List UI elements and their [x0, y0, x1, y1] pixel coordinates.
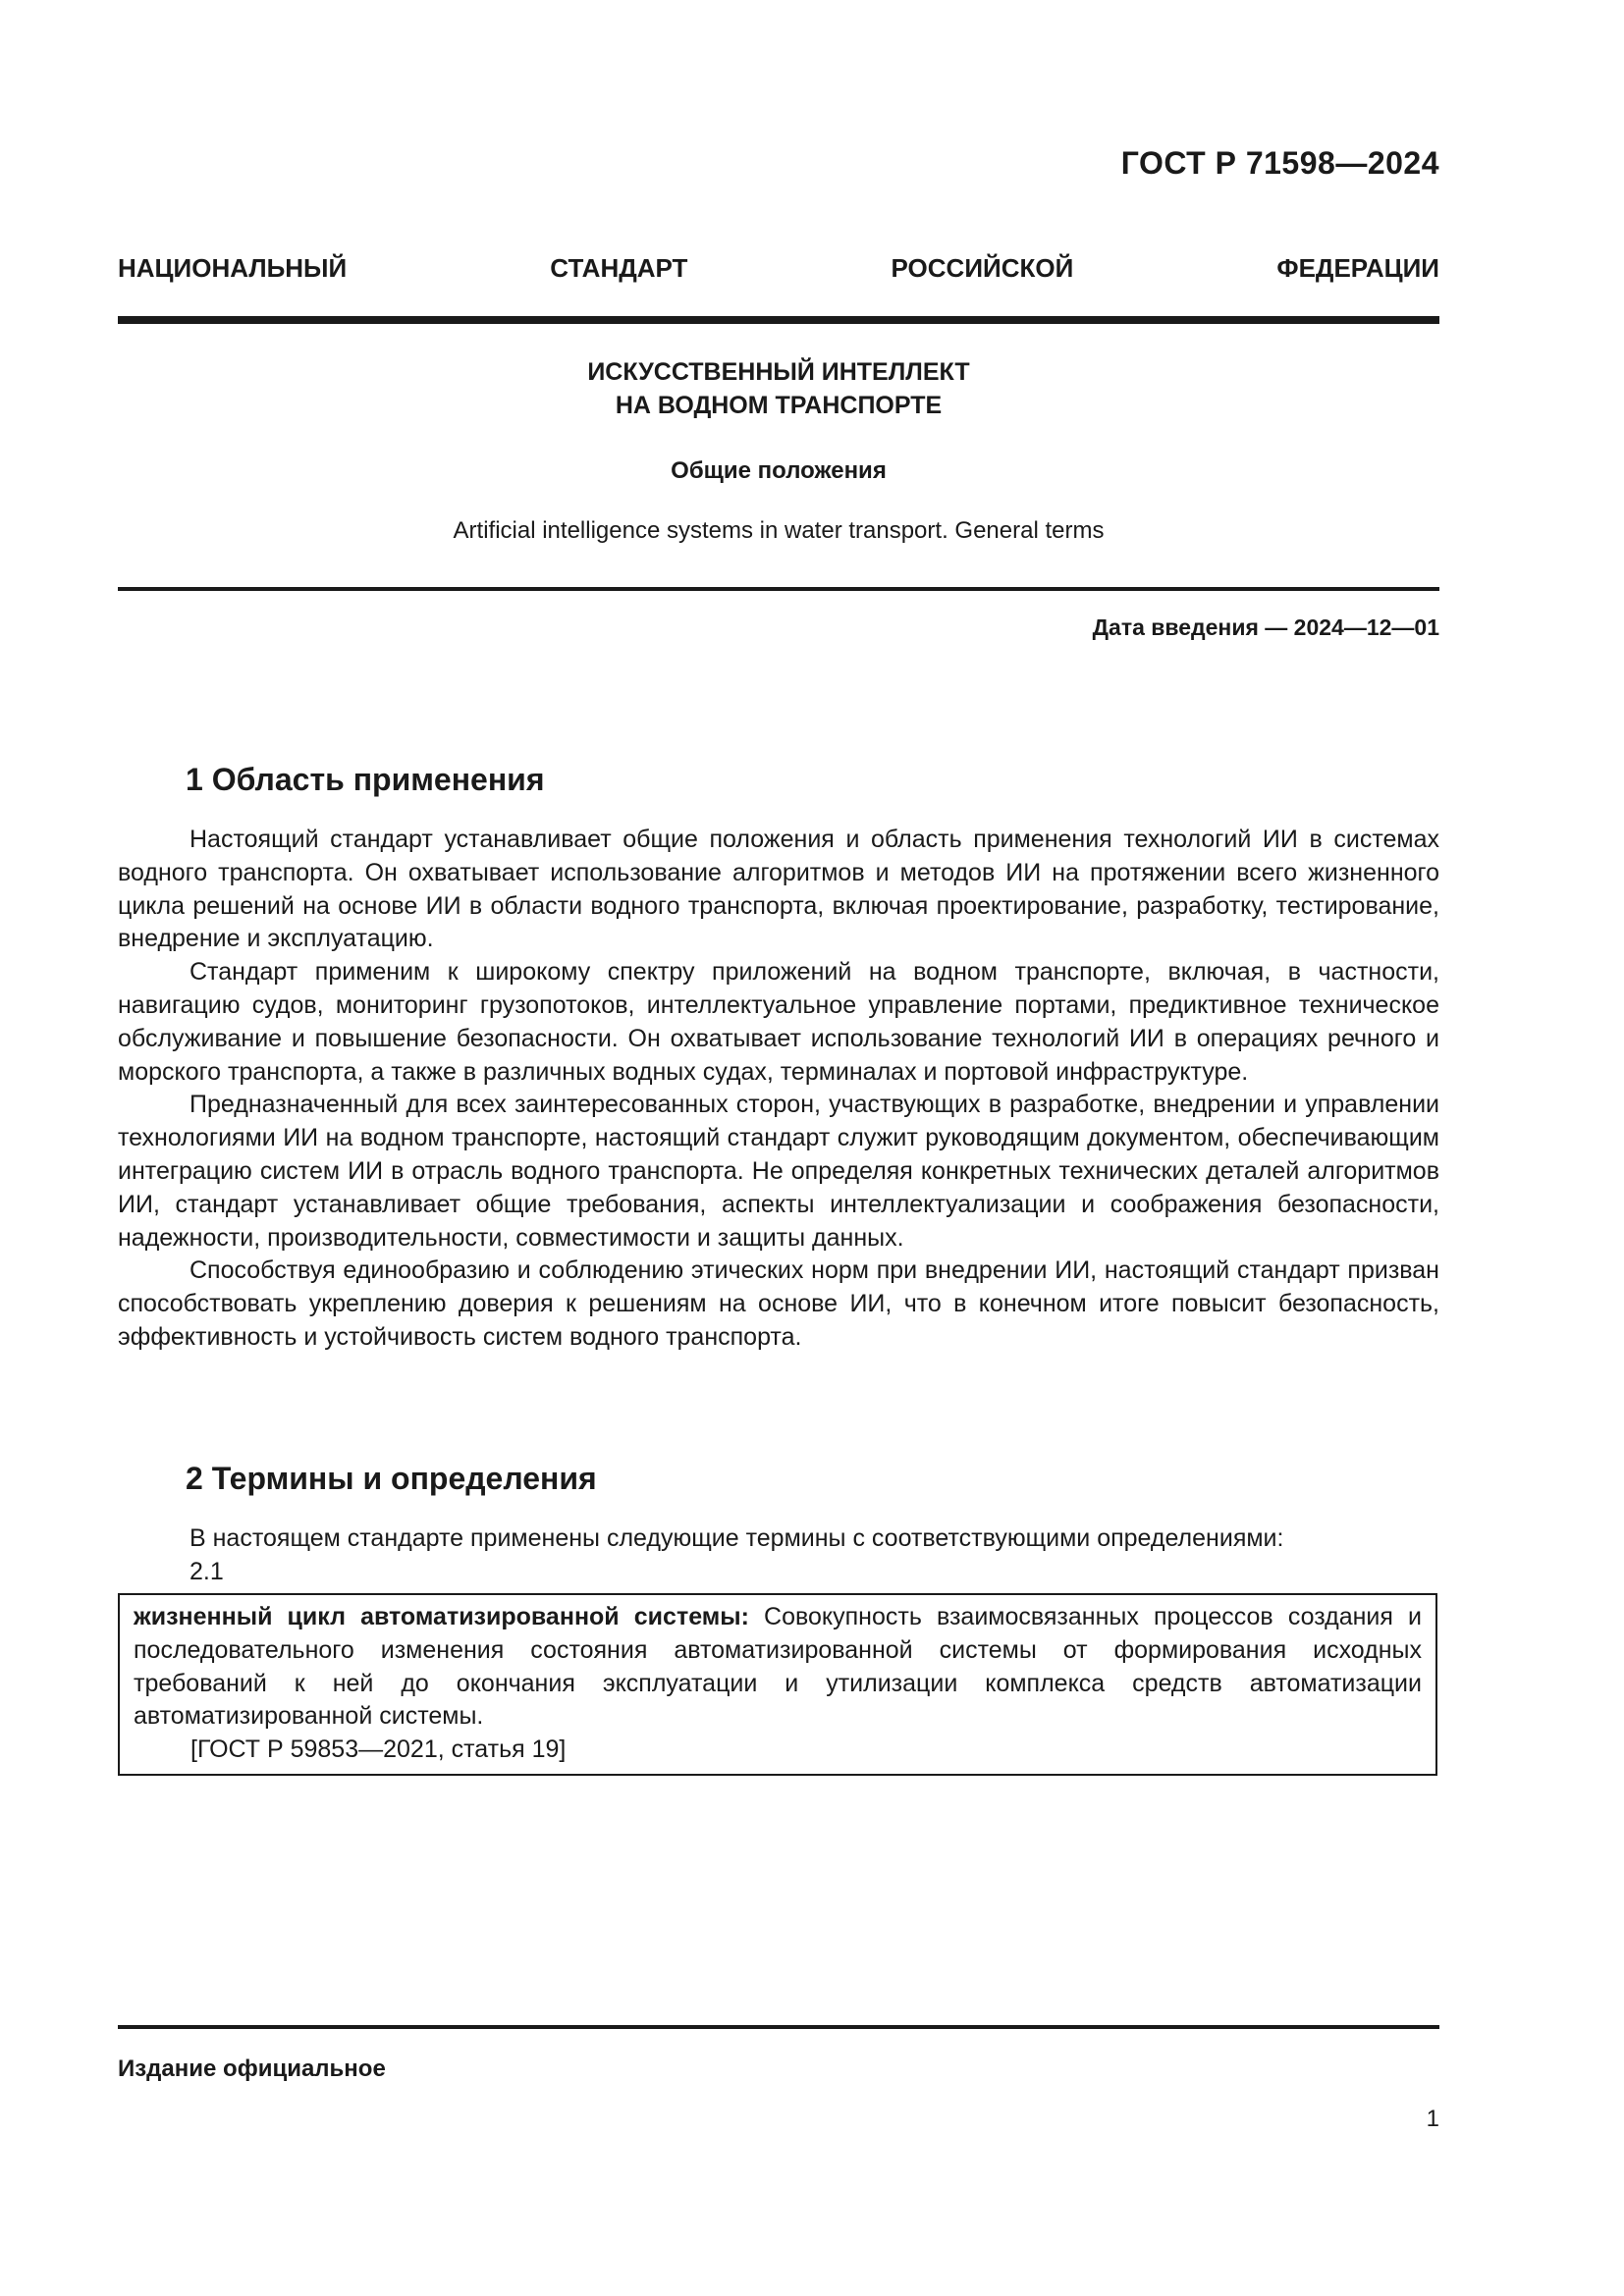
- document-title: [118, 355, 1439, 422]
- term-number: 2.1: [189, 1557, 224, 1585]
- national-standard-banner: НАЦИОНАЛЬНЫЙ СТАНДАРТ РОССИЙСКОЙ ФЕДЕРАЦИИ: [118, 253, 1439, 283]
- definition-box: [118, 1593, 1437, 1776]
- title-line-1: ИСКУССТВЕННЫЙ ИНТЕЛЛЕКТ: [587, 358, 970, 386]
- introduction-date: Дата введения — 2024—12—01: [1092, 614, 1439, 640]
- definition-text: [134, 1601, 1422, 1734]
- section-1-paragraph: Предназначенный для всех заинтересованных сторон, участвующих в разработке, внедрении и управлении технологиями ИИ на водном транспорте, настоящий стандарт служит руководящим документом, обеспечивающим интеграцию систем ИИ в отрасль водного транспорта. Не определяя конкретных технических деталей алгоритмов ИИ, стандарт устанавливает общие требования, аспекты интеллектуализации и соображения безопасности, надежности, производительности, совместимости и защиты данных.: [118, 1091, 1439, 1252]
- top-thick-rule: [118, 316, 1439, 324]
- section-1-paragraph: Стандарт применим к широкому спектру приложений на водном транспорте, включая, в частности, навигацию судов, мониторинг грузопотоков, интеллектуальное управление портами, предиктивное техническое обслуживание и повышение безопасности. Он охватывает использование технологий ИИ в операциях речного и морского транспорта, а также в различных водных судах, терминалах и портовой инфраструктуре.: [118, 958, 1439, 1086]
- section-1-heading: 1 Область применения: [186, 762, 545, 797]
- term-name: жизненный цикл автоматизированной системы:: [134, 1603, 749, 1630]
- section-1-paragraph: Способствуя единообразию и соблюдению этических норм при внедрении ИИ, настоящий стандарт призван способствовать укреплению доверия к решениям на основе ИИ, что в конечном итоге повысит безопасность, эффективность и устойчивость систем водного транспорта.: [118, 1256, 1439, 1351]
- title-line-2: НА ВОДНОМ ТРАНСПОРТЕ: [615, 392, 943, 419]
- section-2-intro-block: [118, 1522, 1439, 1589]
- english-title: Artificial intelligence systems in water transport. General terms: [453, 517, 1105, 544]
- section-2-intro: В настоящем стандарте применены следующие термины с соответствующими определениями:: [189, 1524, 1284, 1552]
- document-subtitle: Общие положения: [671, 457, 887, 484]
- title-bottom-rule: [118, 587, 1439, 591]
- official-edition-label: Издание официальное: [118, 2056, 386, 2082]
- gost-number: ГОСТ Р 71598—2024: [1120, 145, 1439, 181]
- section-2-heading: 2 Термины и определения: [186, 1461, 597, 1496]
- page-number: 1: [1426, 2106, 1439, 2132]
- footer-rule: [118, 2025, 1439, 2029]
- term-definition: Совокупность взаимосвязанных процессов создания и последовательного изменения состояния автоматизированной системы от формирования исходных требований к ней до окончания эксплуатации и утилизации комплекса средств автоматизации автоматизированной системы.: [134, 1603, 1422, 1731]
- section-1-paragraph: Настоящий стандарт устанавливает общие положения и область применения технологий ИИ в системах водного транспорта. Он охватывает использование алгоритмов и методов ИИ на протяжении всего жизненного цикла решений на основе ИИ в области водного транспорта, включая проектирование, разработку, тестирование, внедрение и эксплуатацию.: [118, 826, 1439, 953]
- section-1-body: [118, 824, 1439, 1355]
- definition-source: [ГОСТ Р 59853—2021, статья 19]: [190, 1735, 567, 1764]
